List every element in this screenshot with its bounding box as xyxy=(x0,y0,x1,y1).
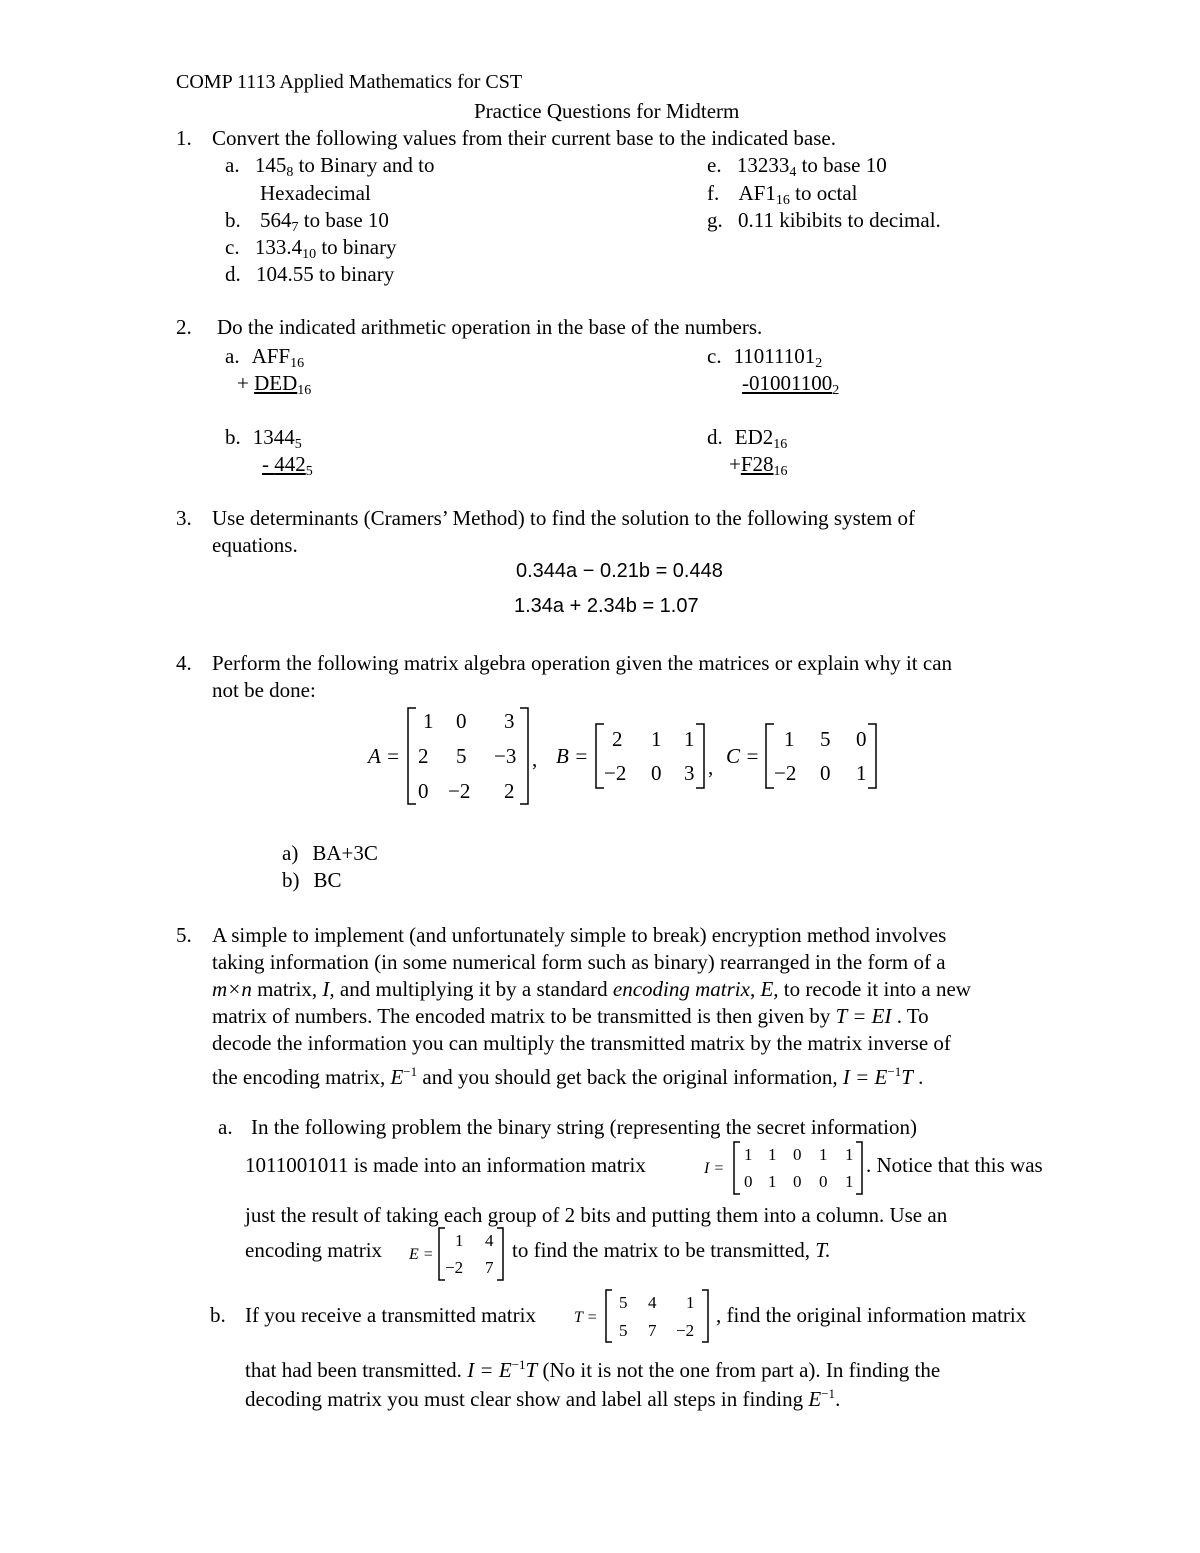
matrix-e-cell: 7 xyxy=(485,1258,494,1277)
matrix-e-cell: −2 xyxy=(445,1258,464,1277)
svg-text:,: , xyxy=(532,747,538,771)
q4-part-a: a) BA+3C xyxy=(282,841,378,865)
q5a-line4-end: to find the matrix to be transmitted, T. xyxy=(512,1238,831,1262)
q3-equation-1: 0.344a − 0.21b = 0.448 xyxy=(516,560,723,582)
q5-line3: m×n matrix, I, and multiplying it by a standard encoding matrix, E, to recode it into a new xyxy=(212,977,971,1001)
q1-item-f: f. $AF1_{16}$ to octal xyxy=(707,181,858,208)
matrix-t xyxy=(572,1286,722,1346)
matrix-i-cell: 0 xyxy=(793,1172,802,1191)
q5-line1: A simple to implement (and unfortunately simple to break) encryption method involves xyxy=(212,923,947,947)
matrix-a-cell: 0 xyxy=(456,709,467,733)
q5a-line1: In the following problem the binary string (representing the secret information) xyxy=(251,1115,917,1139)
matrix-a-label: A = xyxy=(368,744,400,768)
matrix-a-cell: −2 xyxy=(448,779,471,803)
q2-c-top: c. $11011101_2$ xyxy=(707,344,823,371)
q2-d-top: d. $ED2_{16}$ xyxy=(707,425,788,452)
q3-equation-2: 1.34a + 2.34b = 1.07 xyxy=(514,595,699,617)
q5-line5: decode the information you can multiply the transmitted matrix by the matrix inverse of xyxy=(212,1031,951,1055)
matrix-b-cell: 1 xyxy=(651,727,662,751)
matrix-t-cell: 1 xyxy=(686,1293,695,1312)
matrix-c-cell: 1 xyxy=(784,727,795,751)
matrix-e-cell: 4 xyxy=(485,1231,494,1250)
matrix-b-cell: 2 xyxy=(612,727,623,751)
q2-a-top: a. $AFF_{16}$ xyxy=(225,344,305,371)
matrix-i-cell: 0 xyxy=(793,1145,802,1164)
matrix-e-label: E = xyxy=(409,1246,434,1263)
q2-d-bottom: $+F28_{16}$ xyxy=(729,452,788,479)
q2-a-bottom: + $DED_{16}$ xyxy=(237,371,312,398)
q4-part-b: b) BC xyxy=(282,868,342,892)
matrix-c-cell: 5 xyxy=(820,727,831,751)
q2-text: Do the indicated arithmetic operation in the base of the numbers. xyxy=(217,315,763,339)
q5a-letter: a. xyxy=(218,1115,233,1139)
matrix-a-cell: 2 xyxy=(418,744,429,768)
q2-b-bottom: - $442_5$ xyxy=(262,452,313,479)
matrix-b-cell: −2 xyxy=(604,761,627,785)
matrix-i-cell: 0 xyxy=(819,1172,828,1191)
matrix-i xyxy=(700,1138,870,1198)
matrix-b-cell: 0 xyxy=(651,761,662,785)
matrix-i-cell: 0 xyxy=(744,1172,753,1191)
matrix-b-label: B = xyxy=(556,744,589,768)
q4-line2: not be done: xyxy=(212,678,316,702)
q1-item-g: g. 0.11 kibibits to decimal. xyxy=(707,208,941,232)
matrix-a-cell: −3 xyxy=(494,744,517,768)
matrix-t-cell: −2 xyxy=(676,1321,695,1340)
matrix-e-cell: 1 xyxy=(455,1231,464,1250)
matrix-i-cell: 1 xyxy=(768,1145,777,1164)
q5a-line2-end: . Notice that this was xyxy=(866,1153,1043,1177)
matrix-t-label: T = xyxy=(574,1309,598,1326)
q2-b-top: b. $1344_5$ xyxy=(225,425,302,452)
q1-item-d: d. 104.55 to binary xyxy=(225,262,395,286)
q4-line1: Perform the following matrix algebra operation given the matrices or explain why it can xyxy=(212,651,953,675)
q3-line1: Use determinants (Cramers’ Method) to find the solution to the following system of xyxy=(212,506,915,530)
matrix-c-cell: −2 xyxy=(774,761,797,785)
matrix-e xyxy=(405,1224,510,1284)
q5-line2: taking information (in some numerical form such as binary) rearranged in the form of a xyxy=(212,950,946,974)
matrix-i-label: I = xyxy=(704,1160,725,1177)
matrix-i-cell: 1 xyxy=(768,1172,777,1191)
q5b-line1-start: If you receive a transmitted matrix xyxy=(245,1303,536,1327)
q1-text: Convert the following values from their current base to the indicated base. xyxy=(212,126,836,150)
matrix-a-cell: 1 xyxy=(423,709,434,733)
q1-item-b: b. $564_7$ to base 10 xyxy=(225,208,389,235)
matrix-b-cell: 1 xyxy=(684,727,695,751)
q1-item-a-cont: Hexadecimal xyxy=(260,181,371,205)
q5-number: 5. xyxy=(176,923,192,947)
matrix-t-cell: 5 xyxy=(619,1321,628,1340)
q1-number: 1. xyxy=(176,126,192,150)
matrix-b-cell: 3 xyxy=(684,761,695,785)
matrix-a-cell: 5 xyxy=(456,744,467,768)
q4-matrices xyxy=(360,700,900,812)
q5a-line4-start: encoding matrix xyxy=(245,1238,383,1262)
q5b-letter: b. xyxy=(210,1303,226,1327)
matrix-t-cell: 5 xyxy=(619,1293,628,1312)
q3-number: 3. xyxy=(176,506,192,530)
q3-line2: equations. xyxy=(212,533,298,557)
q5b-line1-end: , find the original information matrix xyxy=(716,1303,1027,1327)
page-title: Practice Questions for Midterm xyxy=(474,99,740,123)
q1-item-c: c. $133.4_{10}$ to binary xyxy=(225,235,397,262)
matrix-i-cell: 1 xyxy=(819,1145,828,1164)
q2-c-bottom: $-01001100_2$ xyxy=(742,371,840,398)
matrix-a-cell: 0 xyxy=(418,779,429,803)
course-title: COMP 1113 Applied Mathematics for CST xyxy=(176,71,523,93)
q5a-line2-start: 1011001011 is made into an information matrix xyxy=(245,1153,646,1177)
matrix-t-cell: 7 xyxy=(648,1321,657,1340)
matrix-c-label: C = xyxy=(726,744,760,768)
matrix-c-cell: 0 xyxy=(856,727,867,751)
svg-text:,: , xyxy=(708,755,714,779)
matrix-a-cell: 3 xyxy=(504,709,515,733)
q5b-line3: decoding matrix you must clear show and label all steps in finding $E^{-1}$. xyxy=(245,1386,841,1411)
q5-line6: the encoding matrix, $E^{-1}$ and you should get back the original information, $I = E^{-1}T$ . xyxy=(212,1064,924,1089)
q4-number: 4. xyxy=(176,651,192,675)
q2-number: 2. xyxy=(176,315,192,339)
q5a-line3: just the result of taking each group of 2 bits and putting them into a column. Use an xyxy=(245,1203,948,1227)
matrix-i-cell: 1 xyxy=(744,1145,753,1164)
q5b-line2: that had been transmitted. $I = E^{-1}T$ (No it is not the one from part a). In finding the xyxy=(245,1357,941,1382)
matrix-i-cell: 1 xyxy=(845,1172,854,1191)
q1-item-a: a. $145_8$ to Binary and to xyxy=(225,153,435,180)
matrix-c-cell: 1 xyxy=(856,761,867,785)
matrix-t-cell: 4 xyxy=(648,1293,657,1312)
matrix-c-cell: 0 xyxy=(820,761,831,785)
q1-item-e: e. $13233_4$ to base 10 xyxy=(707,153,887,180)
matrix-i-cell: 1 xyxy=(845,1145,854,1164)
matrix-a-cell: 2 xyxy=(504,779,515,803)
q5-line4: matrix of numbers. The encoded matrix to be transmitted is then given by T = EI . To xyxy=(212,1004,929,1028)
